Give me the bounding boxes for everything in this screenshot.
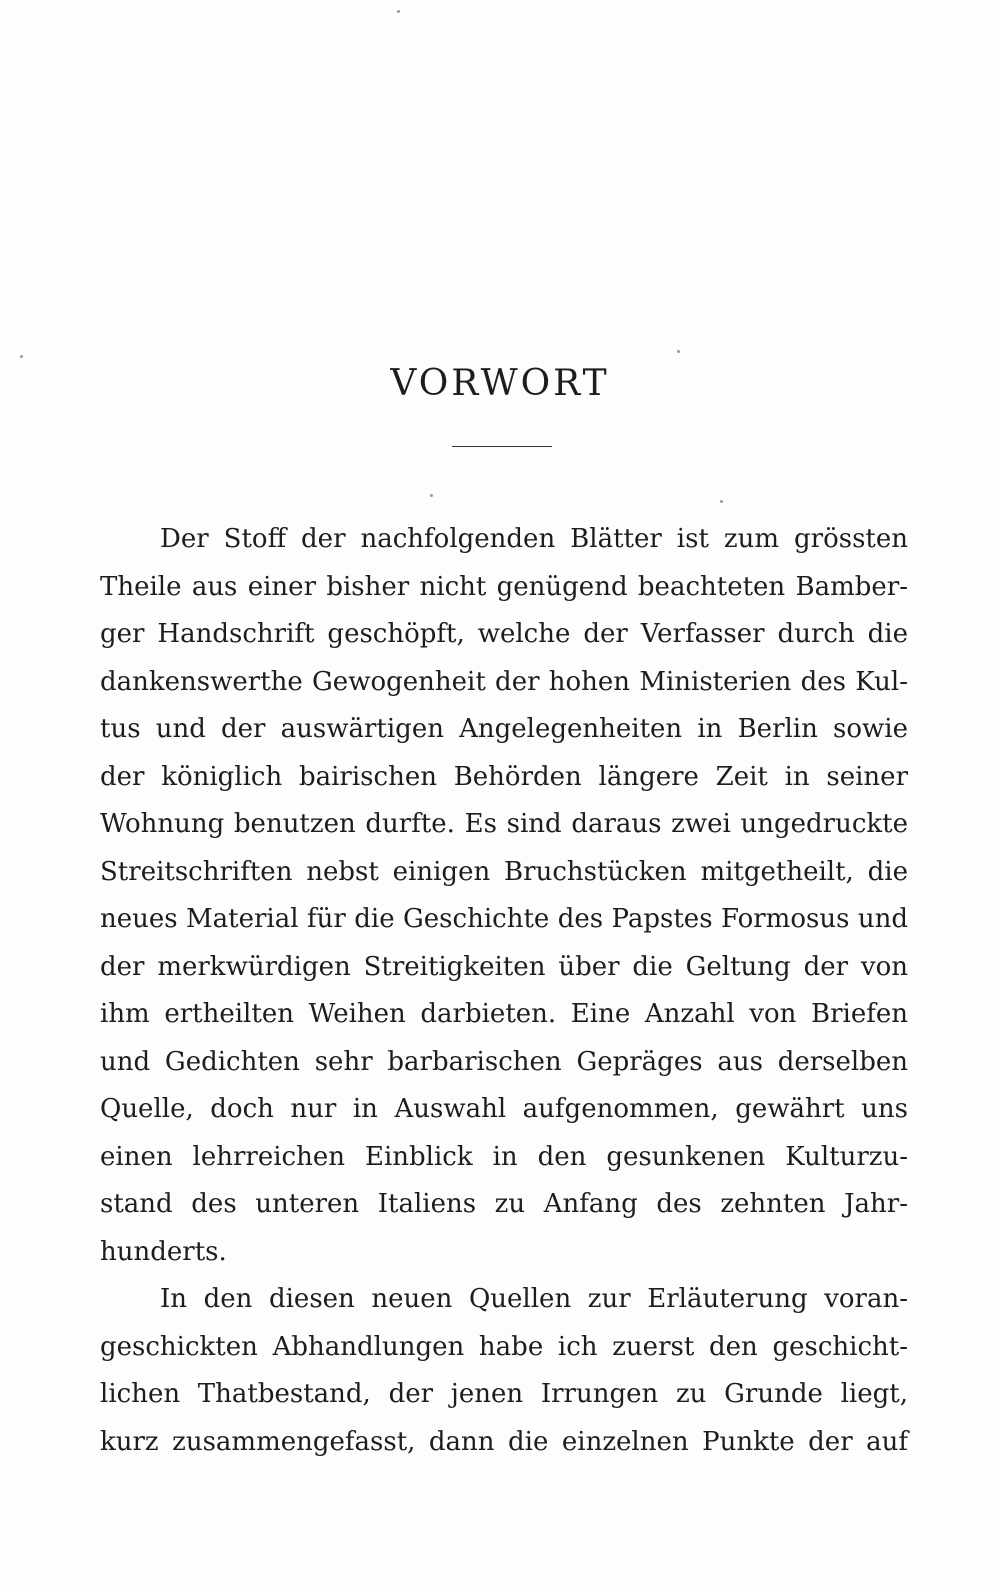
text-line: dankenswerthe Gewogenheit der hohen Ministerien des Kul- [100, 666, 908, 697]
paragraph-2 [100, 1276, 908, 1466]
page-title: VORWORT [390, 363, 610, 404]
text-line: Quelle, doch nur in Auswahl aufgenommen, gewährt uns [100, 1094, 908, 1124]
text-line: neues Material für die Geschichte des Papstes Formosus und [100, 904, 908, 934]
text-line: hunderts. [100, 1236, 227, 1267]
scan-speck [397, 10, 400, 13]
text-line: ger Handschrift geschöpft, welche der Verfasser durch die [100, 619, 908, 649]
text-line: einen lehrreichen Einblick in den gesunkenen Kulturzu- [100, 1141, 908, 1172]
text-line: In den diesen neuen Quellen zur Erläuterung voran- [160, 1284, 908, 1314]
text-line: Der Stoff der nachfolgenden Blätter ist zum grössten [160, 524, 908, 554]
text-line: geschickten Abhandlungen habe ich zuerst den geschicht- [100, 1331, 908, 1362]
preface-text [100, 516, 908, 1466]
scan-speck [720, 500, 723, 503]
title-rule [452, 446, 552, 447]
scan-speck [430, 494, 433, 497]
scan-speck [20, 355, 23, 358]
text-line: ihm ertheilten Weihen darbieten. Eine Anzahl von Briefen [100, 999, 908, 1029]
text-line: stand des unteren Italiens zu Anfang des zehnten Jahr- [100, 1189, 908, 1219]
text-line: tus und der auswärtigen Angelegenheiten in Berlin sowie [100, 714, 908, 744]
text-line: kurz zusammengefasst, dann die einzelnen Punkte der auf [100, 1426, 908, 1457]
paragraph-1 [100, 516, 908, 1276]
text-line: Streitschriften nebst einigen Bruchstücken mitgetheilt, die [100, 856, 908, 887]
text-line: Theile aus einer bisher nicht genügend beachteten Bamber- [100, 571, 908, 602]
text-line: und Gedichten sehr barbarischen Gepräges aus derselben [100, 1046, 908, 1077]
text-line: der königlich bairischen Behörden längere Zeit in seiner [100, 761, 908, 792]
text-line: der merkwürdigen Streitigkeiten über die Geltung der von [100, 951, 908, 982]
text-line: Wohnung benutzen durfte. Es sind daraus zwei ungedruckte [100, 809, 908, 839]
scan-speck [677, 350, 680, 353]
text-line: lichen Thatbestand, der jenen Irrungen zu Grunde liegt, [100, 1379, 908, 1409]
